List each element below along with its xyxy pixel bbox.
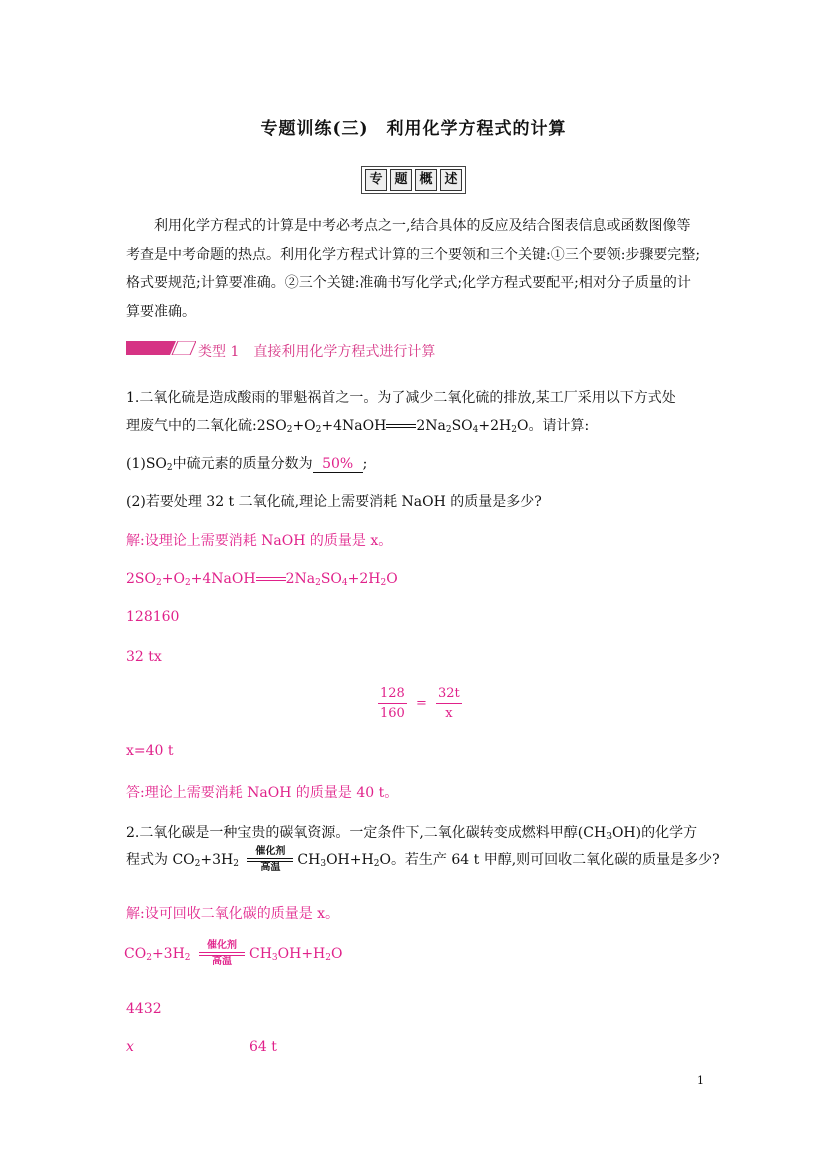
page-title: 专题训练(三) 利用化学方程式的计算: [260, 119, 567, 139]
reaction-condition: 催化剂 高温: [247, 846, 293, 874]
badge-char: 述: [440, 169, 462, 191]
q2-line1: 2.二氧化碳是一种宝贵的碳氧资源。一定条件下,二氧化碳转变成燃料甲醇$(CH_3OH)$的化学方: [126, 825, 698, 842]
q2-known-t: 64 t: [249, 1039, 277, 1055]
overview-paragraph: 利用化学方程式的计算是中考必考点之一,结合具体的反应及结合图表信息或函数图像等考查是中考命题的热点。利用化学方程式计算的三个要领和三个关键:①三个要领:步骤要完整;格式要规范;计算要准确。②三个关键:准确书写化学式;化学方程式要配平;相对分子质量的计算要准确。: [126, 218, 701, 320]
q2-solution-equation: $CO_2+3H_2$ 催化剂 高温 $CH_3OH+H_2O$: [124, 940, 343, 967]
q1-result: x=40 t: [126, 743, 174, 759]
page-number: 1: [697, 1074, 704, 1087]
q1-part2: (2)若要处理 32 t 二氧化硫,理论上需要消耗 NaOH 的质量是多少?: [126, 494, 542, 510]
q1-line2: 理废气中的二氧化硫$:2SO_2+O_2+4NaOH$ $2Na_2SO_4+2H_2O$。请计算:: [126, 418, 590, 435]
q1-proportion: $\frac{128}{160}$ = $\frac{32t}{x}$: [380, 686, 460, 721]
badge-char: 题: [390, 169, 412, 191]
answer-blank: 50%: [313, 456, 363, 473]
q2-line2: 程式为 $CO_2+3H_2$ 催化剂 高温 $CH_3OH+H_2O$。若生产 64 t 甲醇,则可回收二氧化碳的质量是多少?: [126, 846, 720, 873]
q2-ratio: 4432: [126, 1001, 162, 1017]
section-badge: [0, 166, 827, 194]
q2-solution-intro: 解:设可回收二氧化碳的质量是 x。: [126, 906, 340, 922]
q1-solution-equation: $2SO_2+O_2+4NaOH$ $2Na_2SO_4+2H_2O$: [126, 571, 398, 588]
type-marker: [126, 341, 196, 355]
q1-line1: 1.二氧化硫是造成酸雨的罪魁祸首之一。为了减少二氧化硫的排放,某工厂采用以下方式处: [126, 390, 676, 406]
q1-solution-intro: 解:设理论上需要消耗 NaOH 的质量是 x。: [126, 533, 393, 549]
q1-part1: $(1)SO_2$中硫元素的质量分数为 50% ;: [126, 456, 368, 473]
type1-heading: 类型 1 直接利用化学方程式进行计算: [198, 344, 436, 360]
badge-char: 专: [365, 169, 387, 191]
q1-ratio: 128160: [126, 609, 180, 625]
q1-known: 32 tx: [126, 649, 162, 665]
q2-known-x: x: [126, 1039, 134, 1055]
reaction-condition: 催化剂 高温: [199, 940, 245, 968]
q1-answer: 答:理论上需要消耗 NaOH 的质量是 40 t。: [126, 785, 399, 801]
badge-char: 概: [415, 169, 437, 191]
